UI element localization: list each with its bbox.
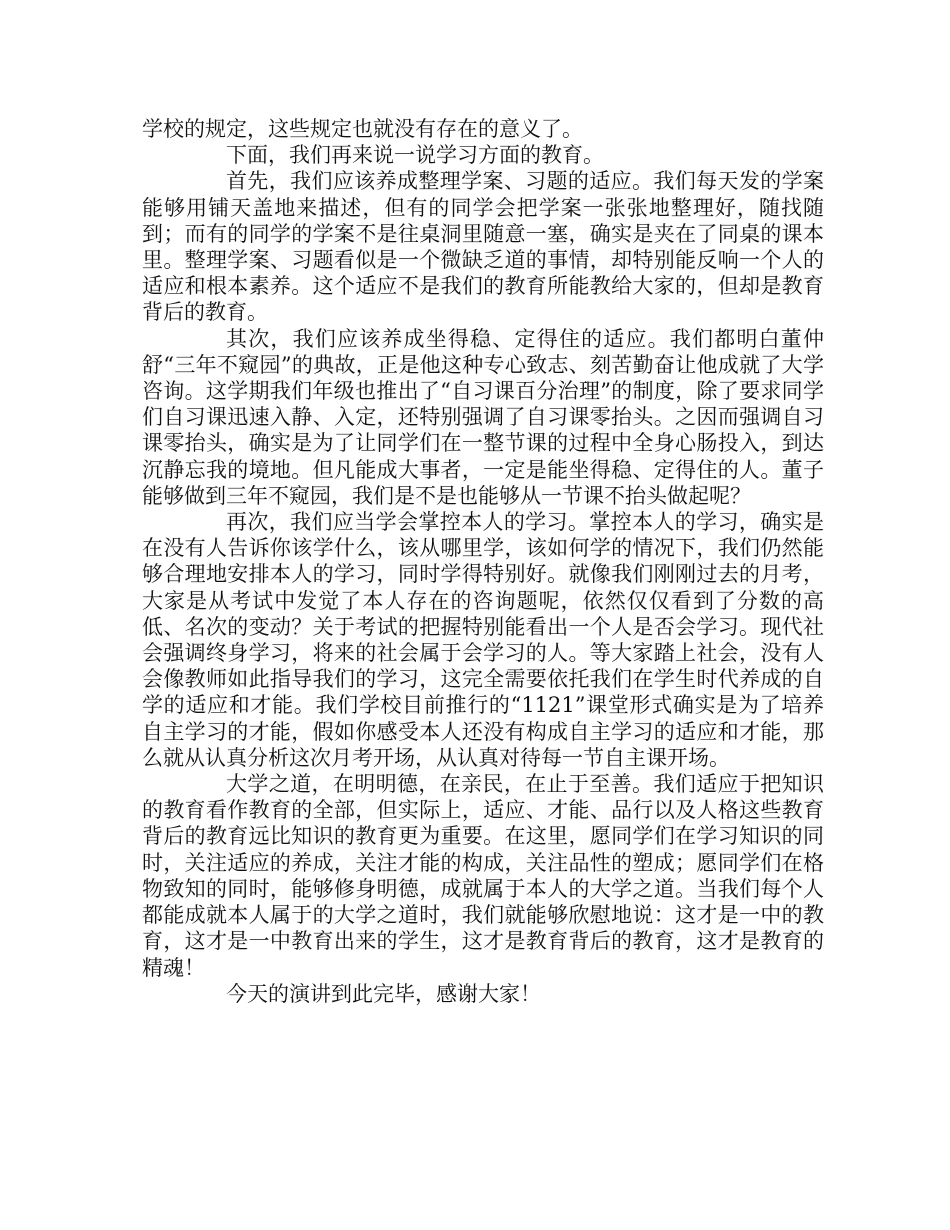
paragraph-closing: 今天的演讲到此完毕，感谢大家！ [226,981,541,1006]
speech-body [142,116,824,1007]
paragraph-continuation: 学校的规定，这些规定也就没有存在的意义了。 [142,117,583,141]
paragraph-learning-intro: 下面，我们再来说一说学习方面的教育。 [226,143,604,168]
paragraph-conclusion: 大学之道，在明明德，在亲民，在止于至善。我们适应于把知识的教育看作教育的全部，但实际上，适应、才能、品行以及人格这些教育背后的教育远比知识的教育更为重要。在这里，愿同学们在学习知识的同时，关注适应的养成，关注才能的构成，关注品性的塑成；愿同学们在格物致知的同时，能够修身明德，成就属于本人的大学之道。当我们每个人都能成就本人属于的大学之道时，我们就能够欣慰地说：这才是一中的教育，这才是一中教育出来的学生，这才是教育背后的教育，这才是教育的精魂！ [142,772,824,980]
paragraph-third-habit: 再次，我们应当学会掌控本人的学习。掌控本人的学习，确实是在没有人告诉你该学什么，该从哪里学，该如何学的情况下，我们仍然能够合理地安排本人的学习，同时学得特别好。就像我们刚刚过去的月考，大家是从考试中发觉了本人存在的咨询题呢，依然仅仅看到了分数的高低、名次的变动？关于考试的把握特别能看出一个人是否会学习。现代社会强调终身学习，将来的社会属于会学习的人。等大家踏上社会，没有人会像教师如此指导我们的学习，这完全需要依托我们在学生时代养成的自学的适应和才能。我们学校目前推行的“1121”课堂形式确实是为了培养自主学习的才能，假如你感受本人还没有构成自主学习的适应和才能，那么就从认真分析这次月考开场，从认真对待每一节自主课开场。 [142,510,824,770]
paragraph-first-habit: 首先，我们应该养成整理学案、习题的适应。我们每天发的学案能够用铺天盖地来描述，但有的同学会把学案一张张地整理好，随找随到；而有的同学的学案不是往桌洞里随意一塞，确实是夹在了同桌的课本里。整理学案、习题看似是一个微缺乏道的事情，却特别能反响一个人的适应和根本素养。这个适应不是我们的教育所能教给大家的，但却是教育背后的教育。 [142,169,824,325]
paragraph-second-habit: 其次，我们应该养成坐得稳、定得住的适应。我们都明白董仲舒“三年不窥园”的典故，正是他这种专心致志、刻苦勤奋让他成就了大学咨询。这学期我们年级也推出了“自习课百分治理”的制度，除了要求同学们自习课迅速入静、入定，还特别强调了自习课零抬头。之因而强调自习课零抬头，确实是为了让同学们在一整节课的过程中全身心肠投入，到达沉静忘我的境地。但凡能成大事者，一定是能坐得稳、定得住的人。董子能够做到三年不窥园，我们是不是也能够从一节课不抬头做起呢？ [142,326,824,508]
